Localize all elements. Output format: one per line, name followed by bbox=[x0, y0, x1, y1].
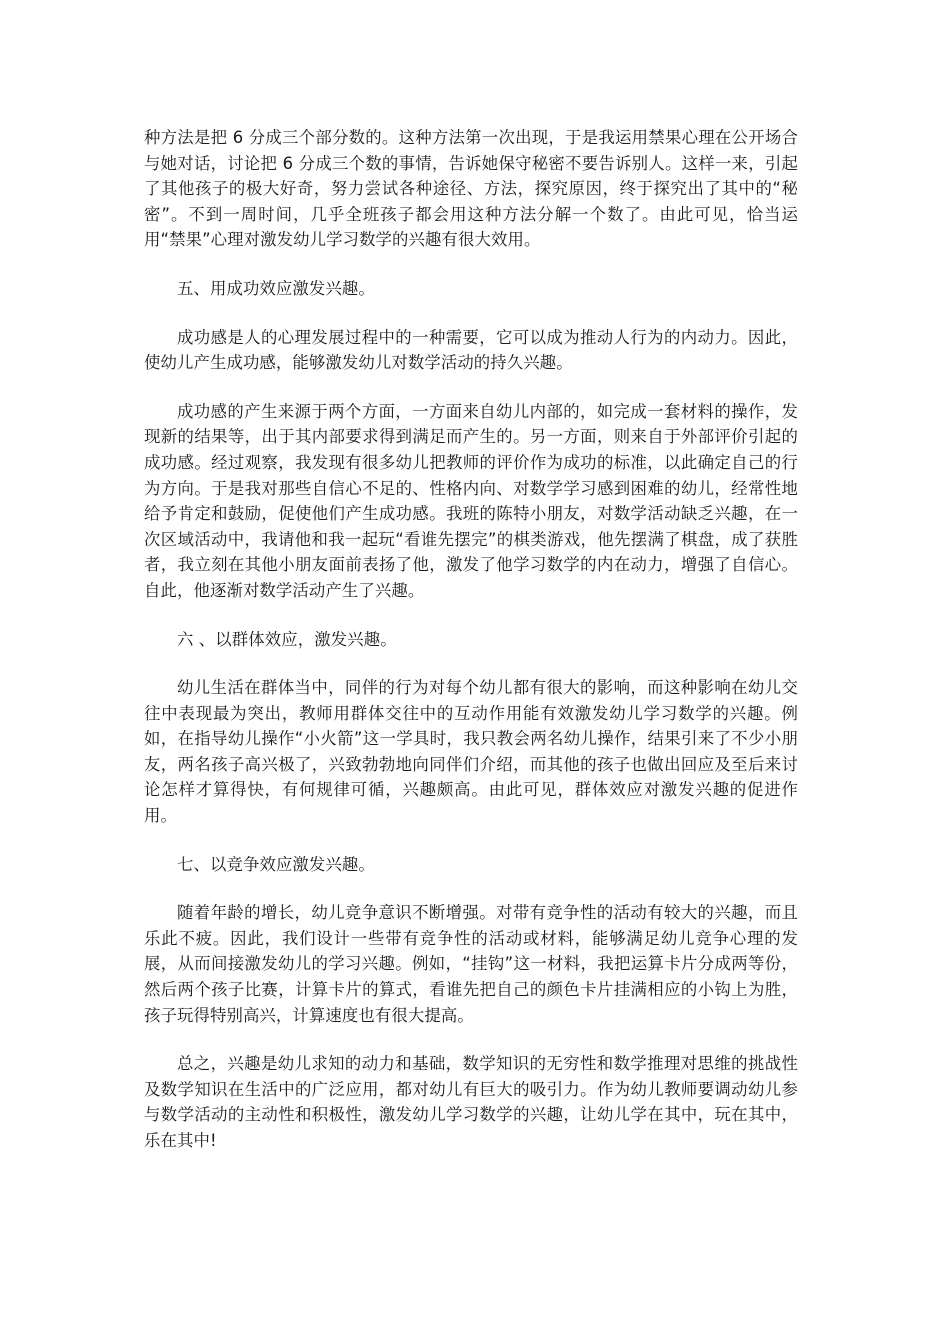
section-heading-7: 七、以竞争效应激发兴趣。 bbox=[177, 854, 375, 874]
section-heading-6: 六 、以群体效应，激发兴趣。 bbox=[177, 629, 397, 649]
paragraph-continuation: 种方法是把 6 分成三个部分数的。这种方法第一次出现，于是我运用禁果心理在公开场合与她对话，讨论把 6 分成三个数的事情，告诉她保守秘密不要告诉别人。这样一来，引起了其他孩子的极大好奇，努力尝试各种途径、方法，探究原因，终于探究出了其中的“秘密”。不到一周时间，几乎全班孩子都会用这种方法分解一个数了。由此可见，恰当运用“禁果”心理对激发幼儿学习数学的兴趣有很大效用。 bbox=[144, 128, 798, 250]
section-heading-5: 五、用成功效应激发兴趣。 bbox=[177, 278, 375, 298]
paragraph: 幼儿生活在群体当中，同伴的行为对每个幼儿都有很大的影响，而这种影响在幼儿交往中表现最为突出，教师用群体交往中的互动作用能有效激发幼儿学习数学的兴趣。例如，在指导幼儿操作“小火箭”这一学具时，我只教会两名幼儿操作，结果引来了不少小朋友，两名孩子高兴极了，兴致勃勃地向同伴们介绍，而其他的孩子也做出回应及至后来讨论怎样才算得快，有何规律可循，兴趣颇高。由此可见，群体效应对激发兴趣的促进作用。 bbox=[144, 678, 798, 826]
conclusion-paragraph: 总之，兴趣是幼儿求知的动力和基础，数学知识的无穷性和数学推理对思维的挑战性及数学知识在生活中的广泛应用，都对幼儿有巨大的吸引力。作为幼儿教师要调动幼儿参与数学活动的主动性和积极性，激发幼儿学习数学的兴趣，让幼儿学在其中，玩在其中，乐在其中! bbox=[144, 1054, 798, 1150]
paragraph: 随着年龄的增长，幼儿竞争意识不断增强。对带有竞争性的活动有较大的兴趣，而且乐此不疲。因此，我们设计一些带有竞争性的活动或材料，能够满足幼儿竞争心理的发展，从而间接激发幼儿的学习兴趣。例如，“挂钩”这一材料，我把运算卡片分成两等份，然后两个孩子比赛，计算卡片的算式，看谁先把自己的颜色卡片挂满相应的小钩上为胜，孩子玩得特别高兴，计算速度也有很大提高。 bbox=[144, 903, 798, 1025]
paragraph: 成功感的产生来源于两个方面，一方面来自幼儿内部的，如完成一套材料的操作，发现新的结果等，出于其内部要求得到满足而产生的。另一方面，则来自于外部评价引起的成功感。经过观察，我发现有很多幼儿把教师的评价作为成功的标准，以此确定自己的行为方向。于是我对那些自信心不足的、性格内向、对数学学习感到困难的幼儿，经常性地给予肯定和鼓励，促使他们产生成功感。我班的陈特小朋友，对数学活动缺乏兴趣，在一次区域活动中，我请他和我一起玩“看谁先摆完”的棋类游戏，他先摆满了棋盘，成了获胜者，我立刻在其他小朋友面前表扬了他，激发了他学习数学的内在动力，增强了自信心。自此，他逐渐对数学活动产生了兴趣。 bbox=[144, 401, 798, 600]
document-page bbox=[144, 125, 798, 1177]
paragraph: 成功感是人的心理发展过程中的一种需要，它可以成为推动人行为的内动力。因此，使幼儿产生成功感，能够激发幼儿对数学活动的持久兴趣。 bbox=[144, 327, 798, 373]
